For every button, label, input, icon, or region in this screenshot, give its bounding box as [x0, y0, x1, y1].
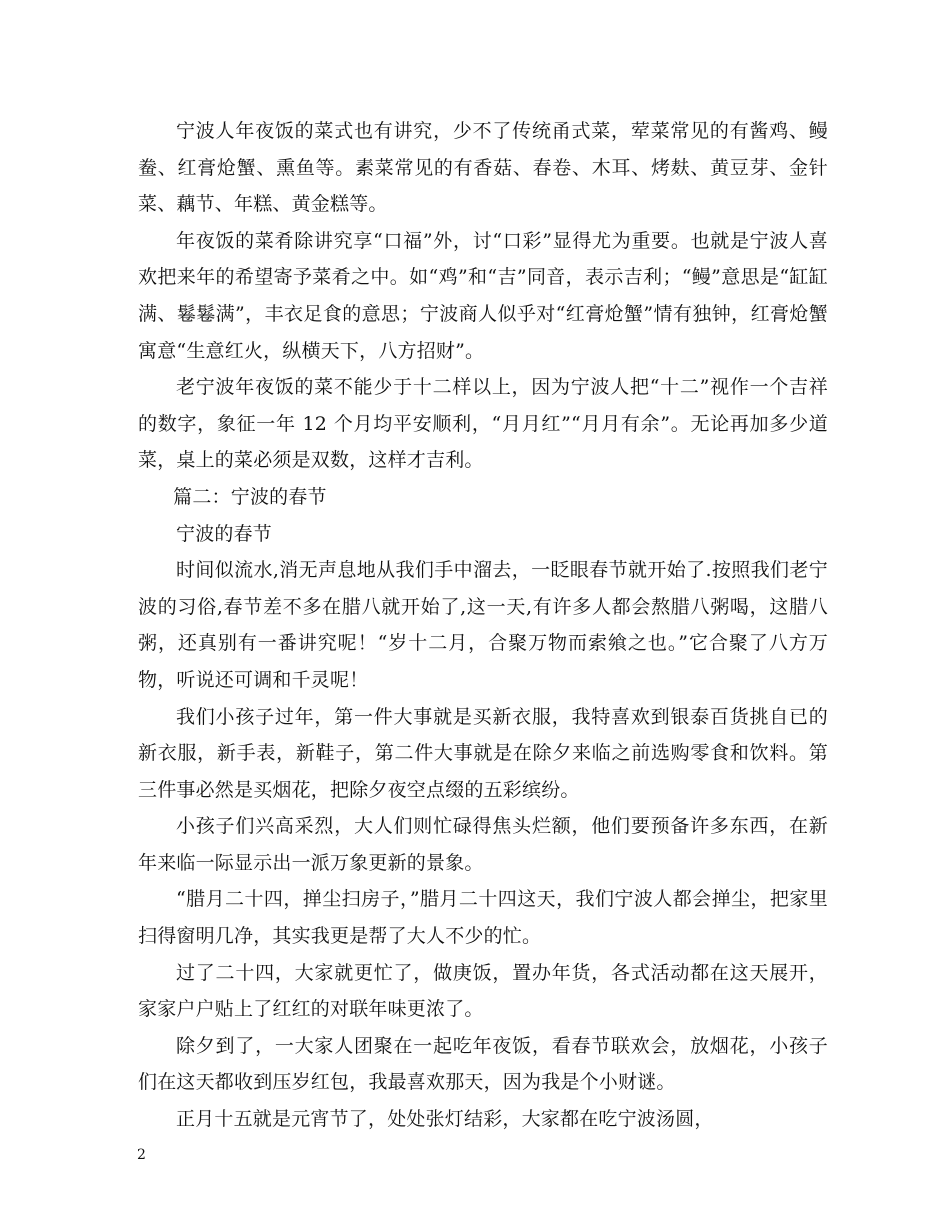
article-title: 宁波的春节: [176, 522, 273, 545]
page-number: 2: [137, 1147, 146, 1163]
page-content: [138, 113, 828, 1138]
paragraph: 时间似流水,消无声息地从我们手中溜去，一眨眼春节就开始了.按照我们老宁波的习俗,春节差不多在腊八就开始了,这一天,有许多人都会熬腊八粥喝，这腊八粥，还真别有一番讲究呢！“岁十二月，合聚万物而索飨之也。”它合聚了八方万物，听说还可调和千灵呢！: [138, 559, 828, 691]
paragraph: 老宁波年夜饭的菜不能少于十二样以上，因为宁波人把“十二”视作一个吉祥的数字，象征一年 12 个月均平安顺利，“月月红”“月月有余”。无论再加多少道菜，桌上的菜必须是双数，这样才吉利。: [138, 376, 828, 472]
paragraph: 正月十五就是元宵节了，处处张灯结彩，大家都在吃宁波汤圆，: [176, 1108, 714, 1131]
paragraph: 小孩子们兴高采烈，大人们则忙碌得焦头烂额，他们要预备许多东西，在新年来临一际显示出一派万象更新的景象。: [138, 815, 828, 874]
paragraph: 过了二十四，大家就更忙了，做庚饭，置办年货，各式活动都在这天展开，家家户户贴上了红红的对联年味更浓了。: [138, 961, 828, 1021]
paragraph: “腊月二十四，掸尘扫房子，”腊月二十四这天，我们宁波人都会掸尘，把家里扫得窗明几净，其实我更是帮了大人不少的忙。: [138, 888, 828, 948]
section-heading: 篇二：宁波的春节: [173, 485, 327, 508]
paragraph: 年夜饭的菜肴除讲究享“口福”外，讨“口彩”显得尤为重要。也就是宁波人喜欢把来年的希望寄予菜肴之中。如“鸡”和“吉”同音，表示吉利；“鳗”意思是“缸缸满、鬈鬈满”，丰衣足食的意思；宁波商人似乎对“红膏炝蟹”情有独钟，红膏炝蟹寓意“生意红火，纵横天下，八方招财”。: [138, 229, 828, 362]
paragraph: 除夕到了，一大家人团聚在一起吃年夜饭，看春节联欢会，放烟花，小孩子们在这天都收到压岁红包，我最喜欢那天，因为我是个小财谜。: [138, 1034, 828, 1094]
paragraph: 我们小孩子过年，第一件大事就是买新衣服，我特喜欢到银泰百货挑自已的新衣服，新手表，新鞋子，第二件大事就是在除夕来临之前选购零食和饮料。第三件事必然是买烟花，把除夕夜空点缀的五彩缤纷。: [138, 705, 828, 801]
paragraph: 宁波人年夜饭的菜式也有讲究，少不了传统甬式菜，荤菜常见的有酱鸡、鳗鲞、红膏炝蟹、熏鱼等。素菜常见的有香菇、春卷、木耳、烤麸、黄豆芽、金针菜、藕节、年糕、黄金糕等。: [138, 120, 828, 216]
